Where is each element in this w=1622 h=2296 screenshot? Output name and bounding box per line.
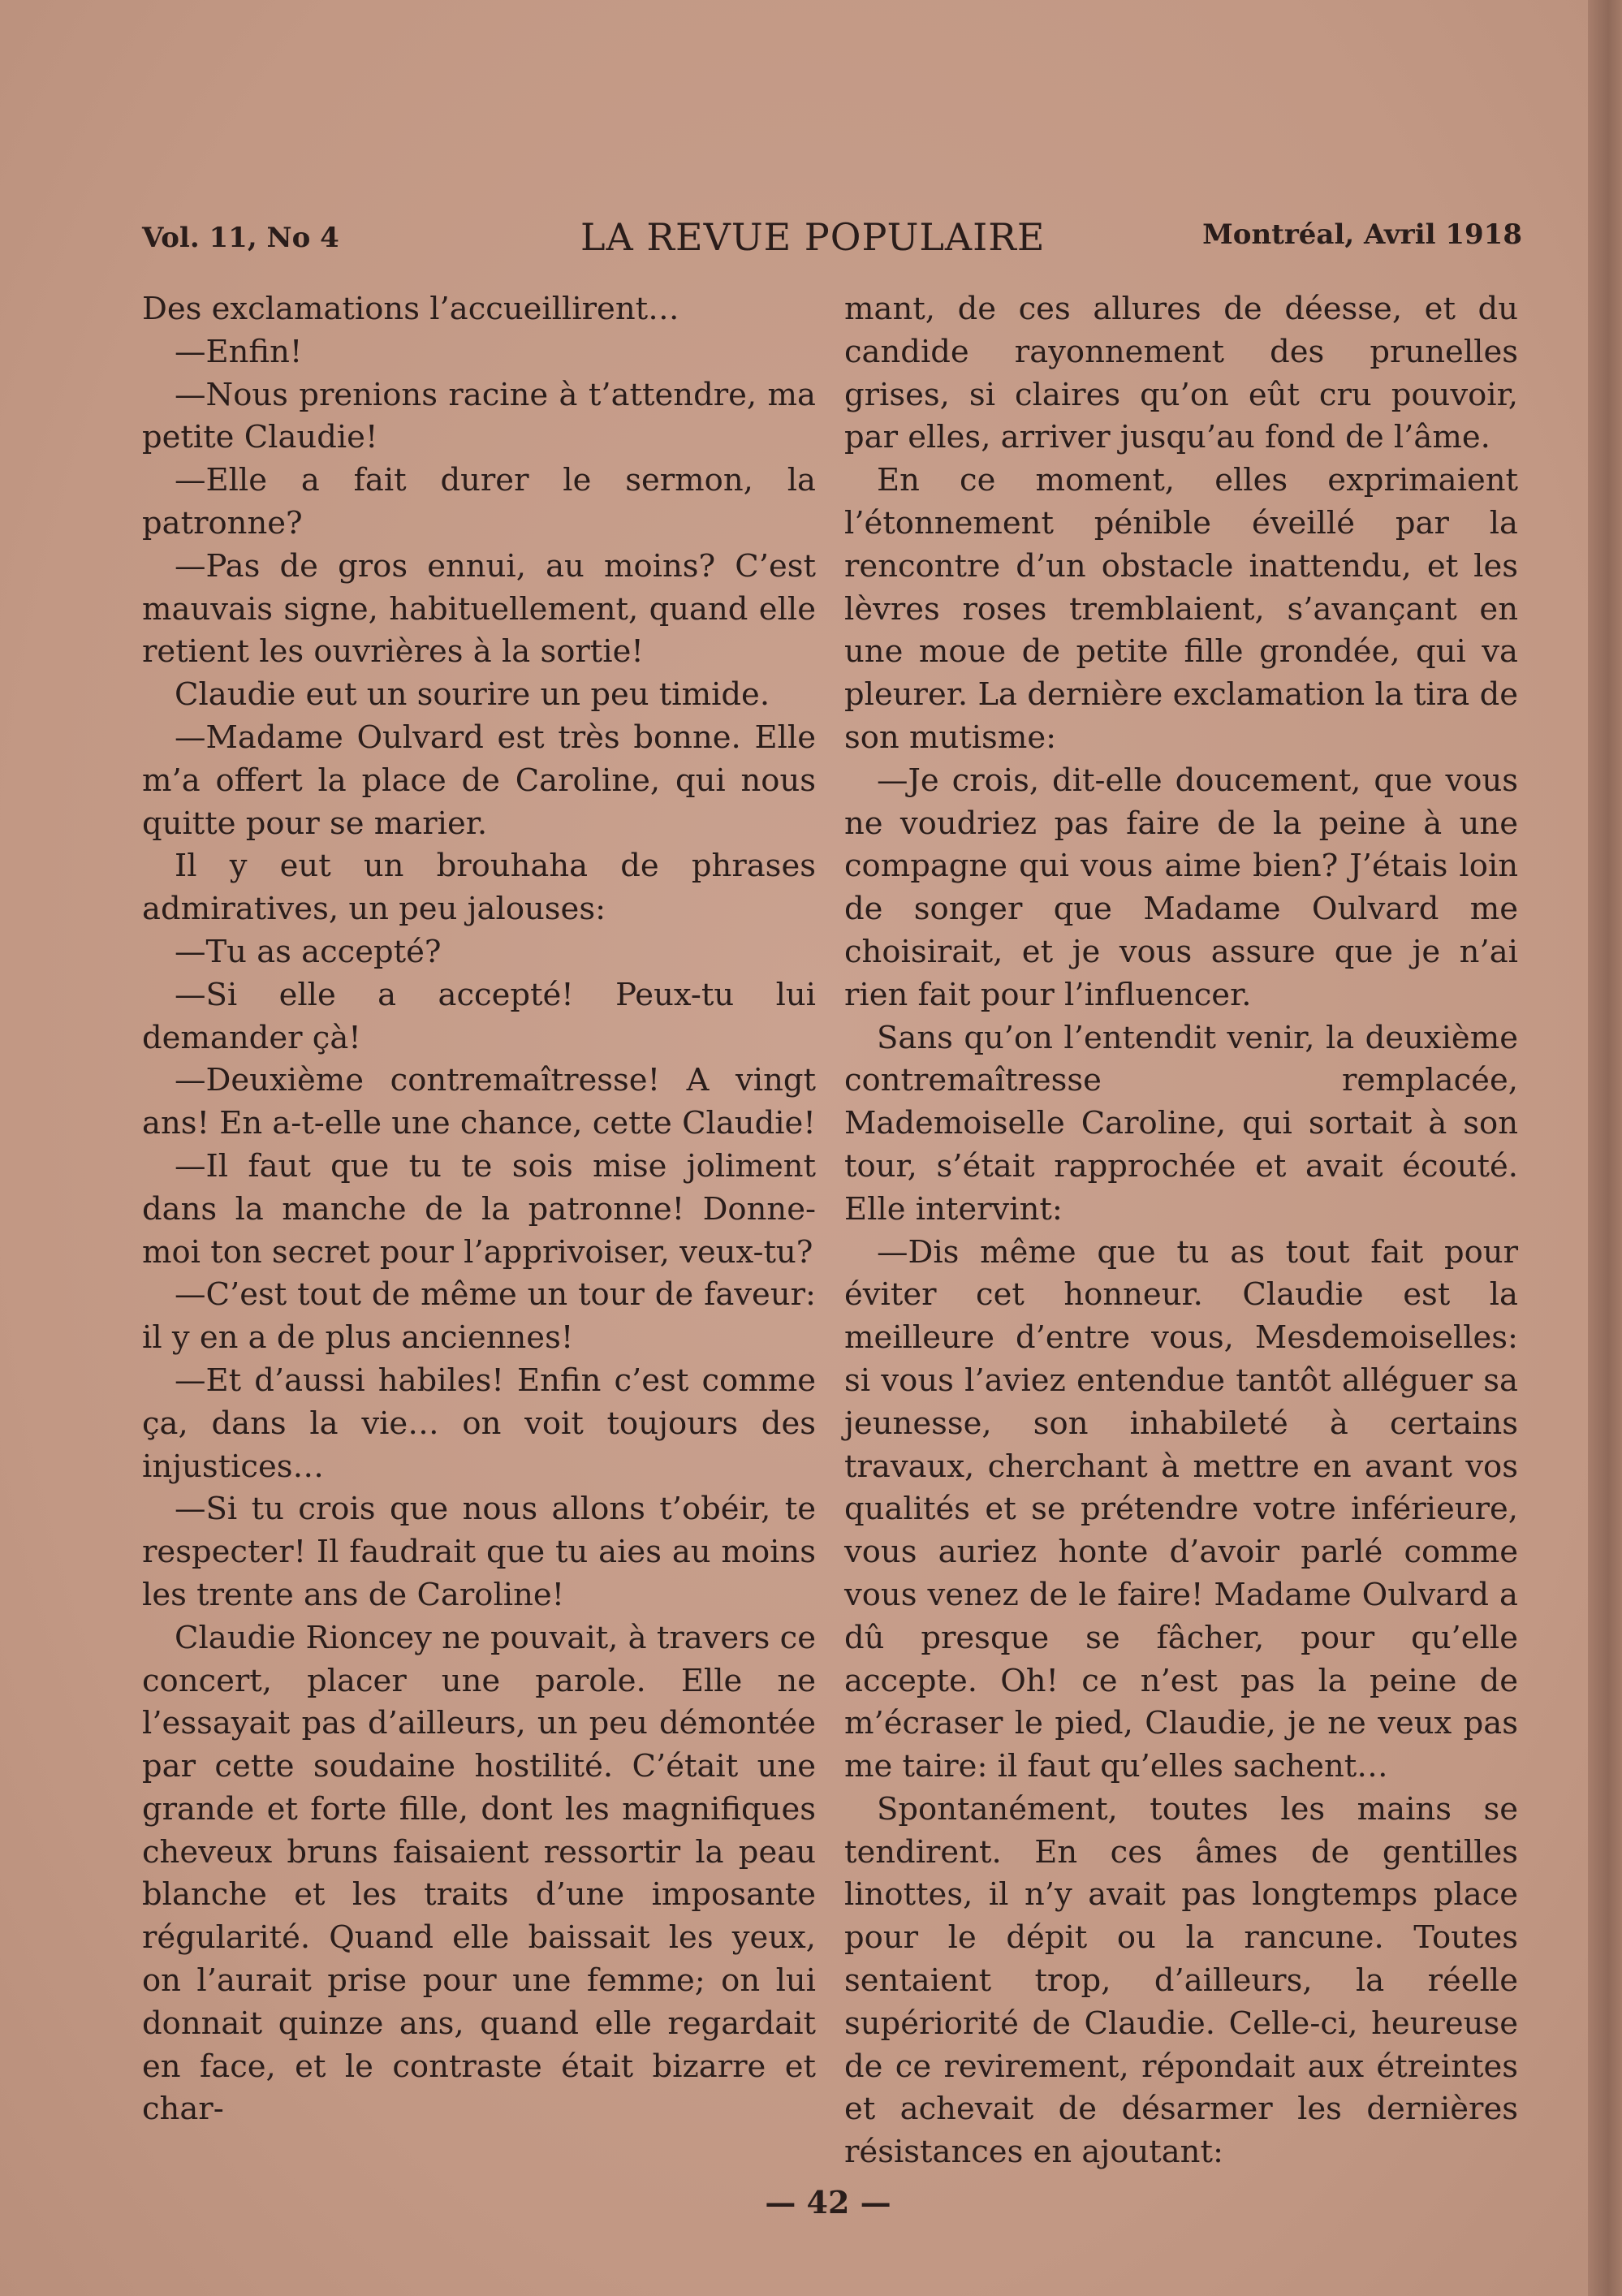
- page-number: — 42 —: [765, 2184, 891, 2220]
- paragraph: —Nous prenions racine à t’attendre, ma petite Claudie!: [142, 376, 816, 456]
- right-column: [844, 288, 1518, 2174]
- paragraph: —Il faut que tu te sois mise joliment dans la manche de la patronne! Donne-moi ton secret pour l’apprivoiser, veux-tu?: [142, 1147, 816, 1271]
- journal-title: LA REVUE POPULAIRE: [580, 215, 1046, 259]
- paragraph: Des exclamations l’accueillirent…: [142, 291, 679, 327]
- paragraph: —C’est tout de même un tour de faveur: il y en a de plus anciennes!: [142, 1276, 816, 1357]
- paragraph: —Enfin!: [175, 333, 303, 370]
- paragraph: —Si tu crois que nous allons t’obéir, te respecter! Il faudrait que tu aies au moins les trente ans de Caroline!: [142, 1491, 816, 1613]
- paragraph: —Si elle a accepté! Peux-tu lui demander çà!: [142, 976, 816, 1056]
- paragraph: Claudie eut un sourire un peu timide.: [175, 676, 770, 714]
- page-edge: [1588, 0, 1622, 2296]
- paragraph: mant, de ces allures de déesse, et du candide rayonnement des prunelles grises, si claires qu’on eût cru pouvoir, par elles, arriver jusqu’au fond de l’âme.: [844, 291, 1518, 456]
- paragraph: —Deuxième contremaîtresse! A vingt ans! En a-t-elle une chance, cette Claudie!: [142, 1062, 816, 1142]
- paragraph: Sans qu’on l’entendit venir, la deuxième contremaîtresse remplacée, Mademoiselle Caroline, qui sortait à son tour, s’était rapprochée et avait écouté. Elle intervint:: [844, 1019, 1518, 1228]
- paragraph: —Je crois, dit-elle doucement, que vous ne voudriez pas faire de la peine à une compagne qui vous aime bien? J’étais loin de songer que Madame Oulvard me choisirait, et je vous assure que je n’ai rien fait pour l’influencer.: [844, 762, 1518, 1013]
- running-header: [142, 215, 1522, 264]
- paragraph: —Tu as accepté?: [175, 933, 442, 970]
- left-column: [142, 288, 816, 2131]
- paragraph: —Madame Oulvard est très bonne. Elle m’a offert la place de Caroline, qui nous quitte pour se marier.: [142, 719, 816, 842]
- volume-number: Vol. 11, No 4: [142, 222, 339, 254]
- paragraph: —Pas de gros ennui, au moins? C’est mauvais signe, habituellement, quand elle retient les ouvrières à la sortie!: [142, 547, 816, 671]
- paragraph: —Dis même que tu as tout fait pour éviter cet honneur. Claudie est la meilleure d’entre vous, Mesdemoiselles: si vous l’aviez entendue tantôt alléguer sa jeunesse, son inhabileté à certains travaux, cherchant à mettre en avant vos qualités et se prétendre votre inférieure, vous auriez honte d’avoir parlé comme vous venez de le faire! Madame Oulvard a dû presque se fâcher, pour qu’elle accepte. Oh! ce n’est pas la peine de m’écraser le pied, Claudie, je ne veux pas me taire: il faut qu’elles sachent…: [844, 1233, 1518, 1785]
- paragraph: Claudie Rioncey ne pouvait, à travers ce concert, placer une parole. Elle ne l’essayait pas d’ailleurs, un peu démontée par cette soudaine hostilité. C’était une grande et forte fille, dont les magnifiques cheveux bruns faisaient ressortir la peau blanche et les traits d’une imposante régularité. Quand elle baissait les yeux, on l’aurait prise pour une femme; on lui donnait quinze ans, quand elle regardait en face, et le contraste était bizarre et char-: [142, 1619, 816, 2128]
- issue-date: Montréal, Avril 1918: [1202, 218, 1522, 251]
- paragraph: En ce moment, elles exprimaient l’étonnement pénible éveillé par la rencontre d’un obstacle inattendu, et les lèvres roses tremblaient, s’avançant en une moue de petite fille grondée, qui va pleurer. La dernière exclamation la tira de son mutisme:: [844, 462, 1518, 756]
- paragraph: —Et d’aussi habiles! Enfin c’est comme ça, dans la vie… on voit toujours des injustices…: [142, 1362, 816, 1485]
- paragraph: Il y eut un brouhaha de phrases admiratives, un peu jalouses:: [142, 848, 816, 928]
- paragraph: —Elle a fait durer le sermon, la patronne?: [142, 462, 816, 542]
- paragraph: Spontanément, toutes les mains se tendirent. En ces âmes de gentilles linottes, il n’y avait pas longtemps place pour le dépit ou la rancune. Toutes sentaient trop, d’ailleurs, la réelle supériorité de Claudie. Celle-ci, heureuse de ce revirement, répondait aux étreintes et achevait de désarmer les dernières résistances en ajoutant:: [844, 1790, 1518, 2171]
